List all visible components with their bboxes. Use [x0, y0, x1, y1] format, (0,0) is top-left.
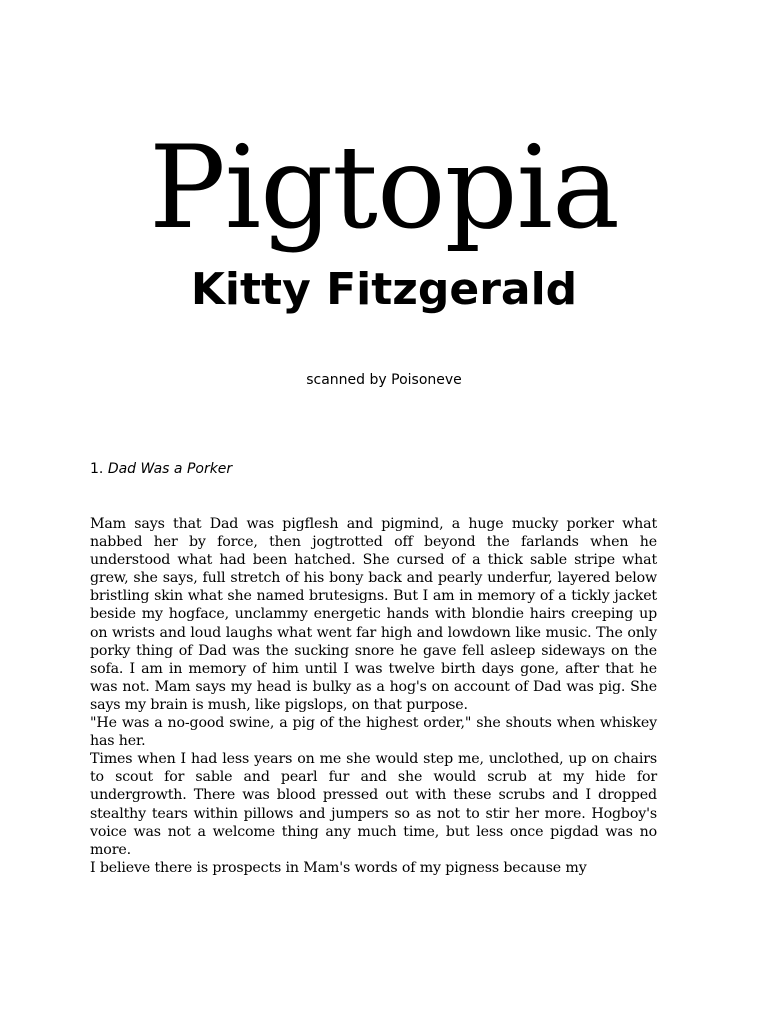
- book-author: Kitty Fitzgerald: [190, 264, 578, 315]
- chapter-body: [90, 515, 657, 877]
- scanned-credit: scanned by Poisoneve: [306, 372, 462, 388]
- chapter-title: Dad Was a Porker: [107, 461, 233, 477]
- chapter-heading: [90, 459, 232, 479]
- paragraph: Times when I had less years on me she would step me, unclothed, up on chairs to scout for sable and pearl fur and she would scrub at my hide for undergrowth. There was blood pressed out with these scrubs and I dropped stealthy tears within pillows and jumpers so as not to stir her more. Hogboy's voice was not a welcome thing any much time, but less once pigdad was no more.: [90, 751, 657, 858]
- book-title: Pigtopia: [149, 121, 619, 254]
- paragraph: Mam says that Dad was pigflesh and pigmind, a huge mucky porker what nabbed her by force, then jogtrotted off beyond the farlands when he understood what had been hatched. She cursed of a thick sable stripe what grew, she says, full stretch of his bony back and pearly underfur, layered below bristling skin what she named brutesigns. But I am in memory of a tickly jacket beside my hogface, unclammy energetic hands with blondie hairs creeping up on wrists and loud laughs what went far high and lowdown like music. The only porky thing of Dad was the sucking snore he gave fell asleep sideways on the sofa. I am in memory of him until I was twelve birth days gone, after that he was not. Mam says my head is bulky as a hog's on account of Dad was pig. She says my brain is mush, like pigslops, on that purpose.: [90, 516, 657, 713]
- chapter-number: 1.: [90, 461, 104, 477]
- paragraph: I believe there is prospects in Mam's words of my pigness because my: [90, 859, 587, 876]
- paragraph: "He was a no-good swine, a pig of the highest order," she shouts when whiskey has her.: [90, 715, 657, 750]
